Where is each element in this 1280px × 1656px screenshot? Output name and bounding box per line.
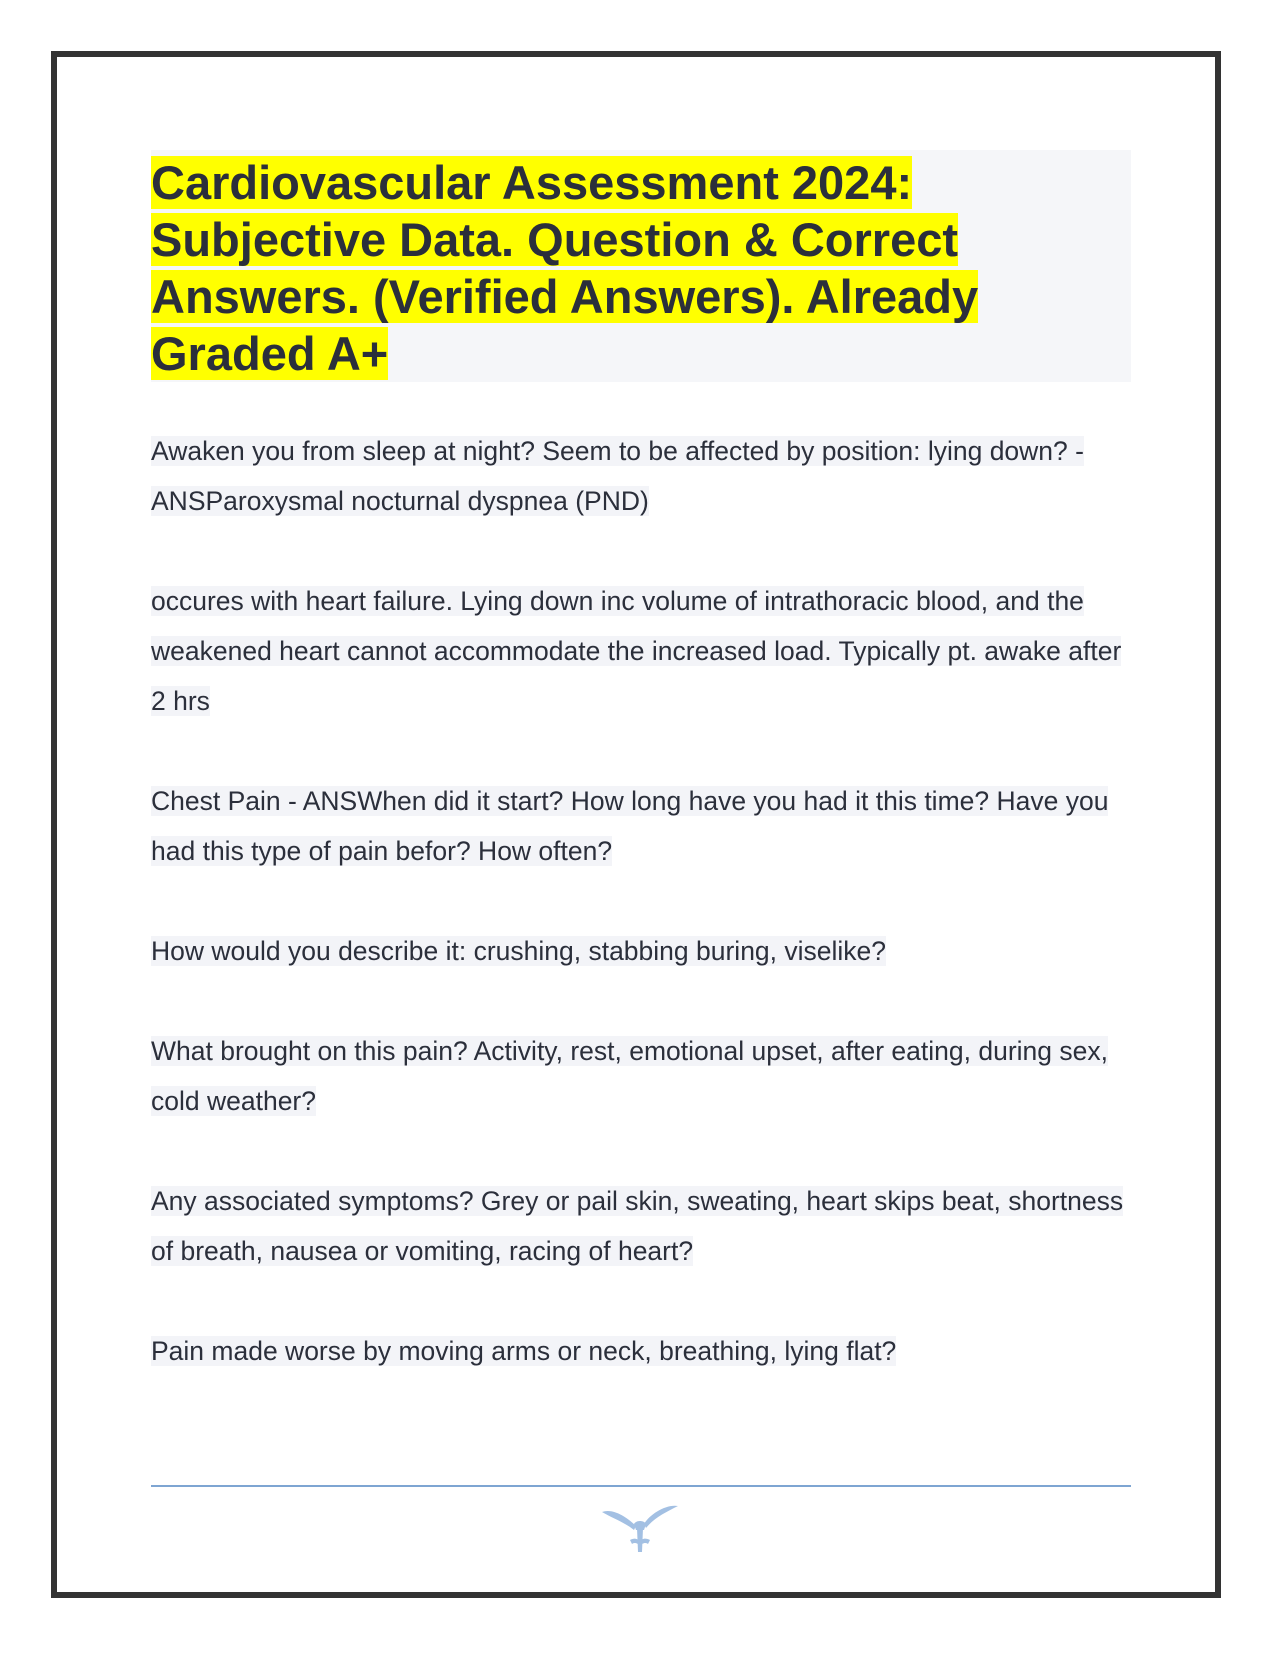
paragraph-3-text: Chest Pain - ANSWhen did it start? How long have you had it this time? Have you had this type of pain befor? How often? bbox=[151, 786, 1109, 866]
paragraph-1-text: Awaken you from sleep at night? Seem to be affected by position: lying down? - ANSParoxysmal nocturnal dyspnea (PND) bbox=[151, 436, 1084, 516]
paragraph-1 bbox=[151, 426, 1131, 526]
paragraph-2-text: occures with heart failure. Lying down inc volume of intrathoracic blood, and the weakened heart cannot accommodate the increased load. Typically pt. awake after 2 hrs bbox=[151, 586, 1122, 716]
paragraph-7 bbox=[151, 1326, 1131, 1376]
paragraph-6-text: Any associated symptoms? Grey or pail skin, sweating, heart skips beat, shortness of breath, nausea or vomiting, racing of heart? bbox=[151, 1186, 1124, 1266]
title-block bbox=[151, 150, 1131, 382]
document-title-text: Cardiovascular Assessment 2024: Subjective Data. Question & Correct Answers. (Verified Answers). Already Graded A+ bbox=[151, 156, 979, 380]
footer-divider bbox=[151, 1485, 1131, 1487]
paragraph-3 bbox=[151, 776, 1131, 876]
document-body bbox=[151, 426, 1131, 1376]
bird-logo-icon bbox=[600, 1500, 680, 1556]
paragraph-4-text: How would you describe it: crushing, stabbing buring, viselike? bbox=[151, 936, 887, 966]
paragraph-4 bbox=[151, 926, 1131, 976]
paragraph-5-text: What brought on this pain? Activity, rest, emotional upset, after eating, during sex, cold weather? bbox=[151, 1036, 1108, 1116]
paragraph-2 bbox=[151, 576, 1131, 726]
paragraph-7-text: Pain made worse by moving arms or neck, breathing, lying flat? bbox=[151, 1336, 897, 1366]
document-title bbox=[151, 154, 1131, 382]
document-content bbox=[151, 150, 1131, 1426]
paragraph-6 bbox=[151, 1176, 1131, 1276]
paragraph-5 bbox=[151, 1026, 1131, 1126]
